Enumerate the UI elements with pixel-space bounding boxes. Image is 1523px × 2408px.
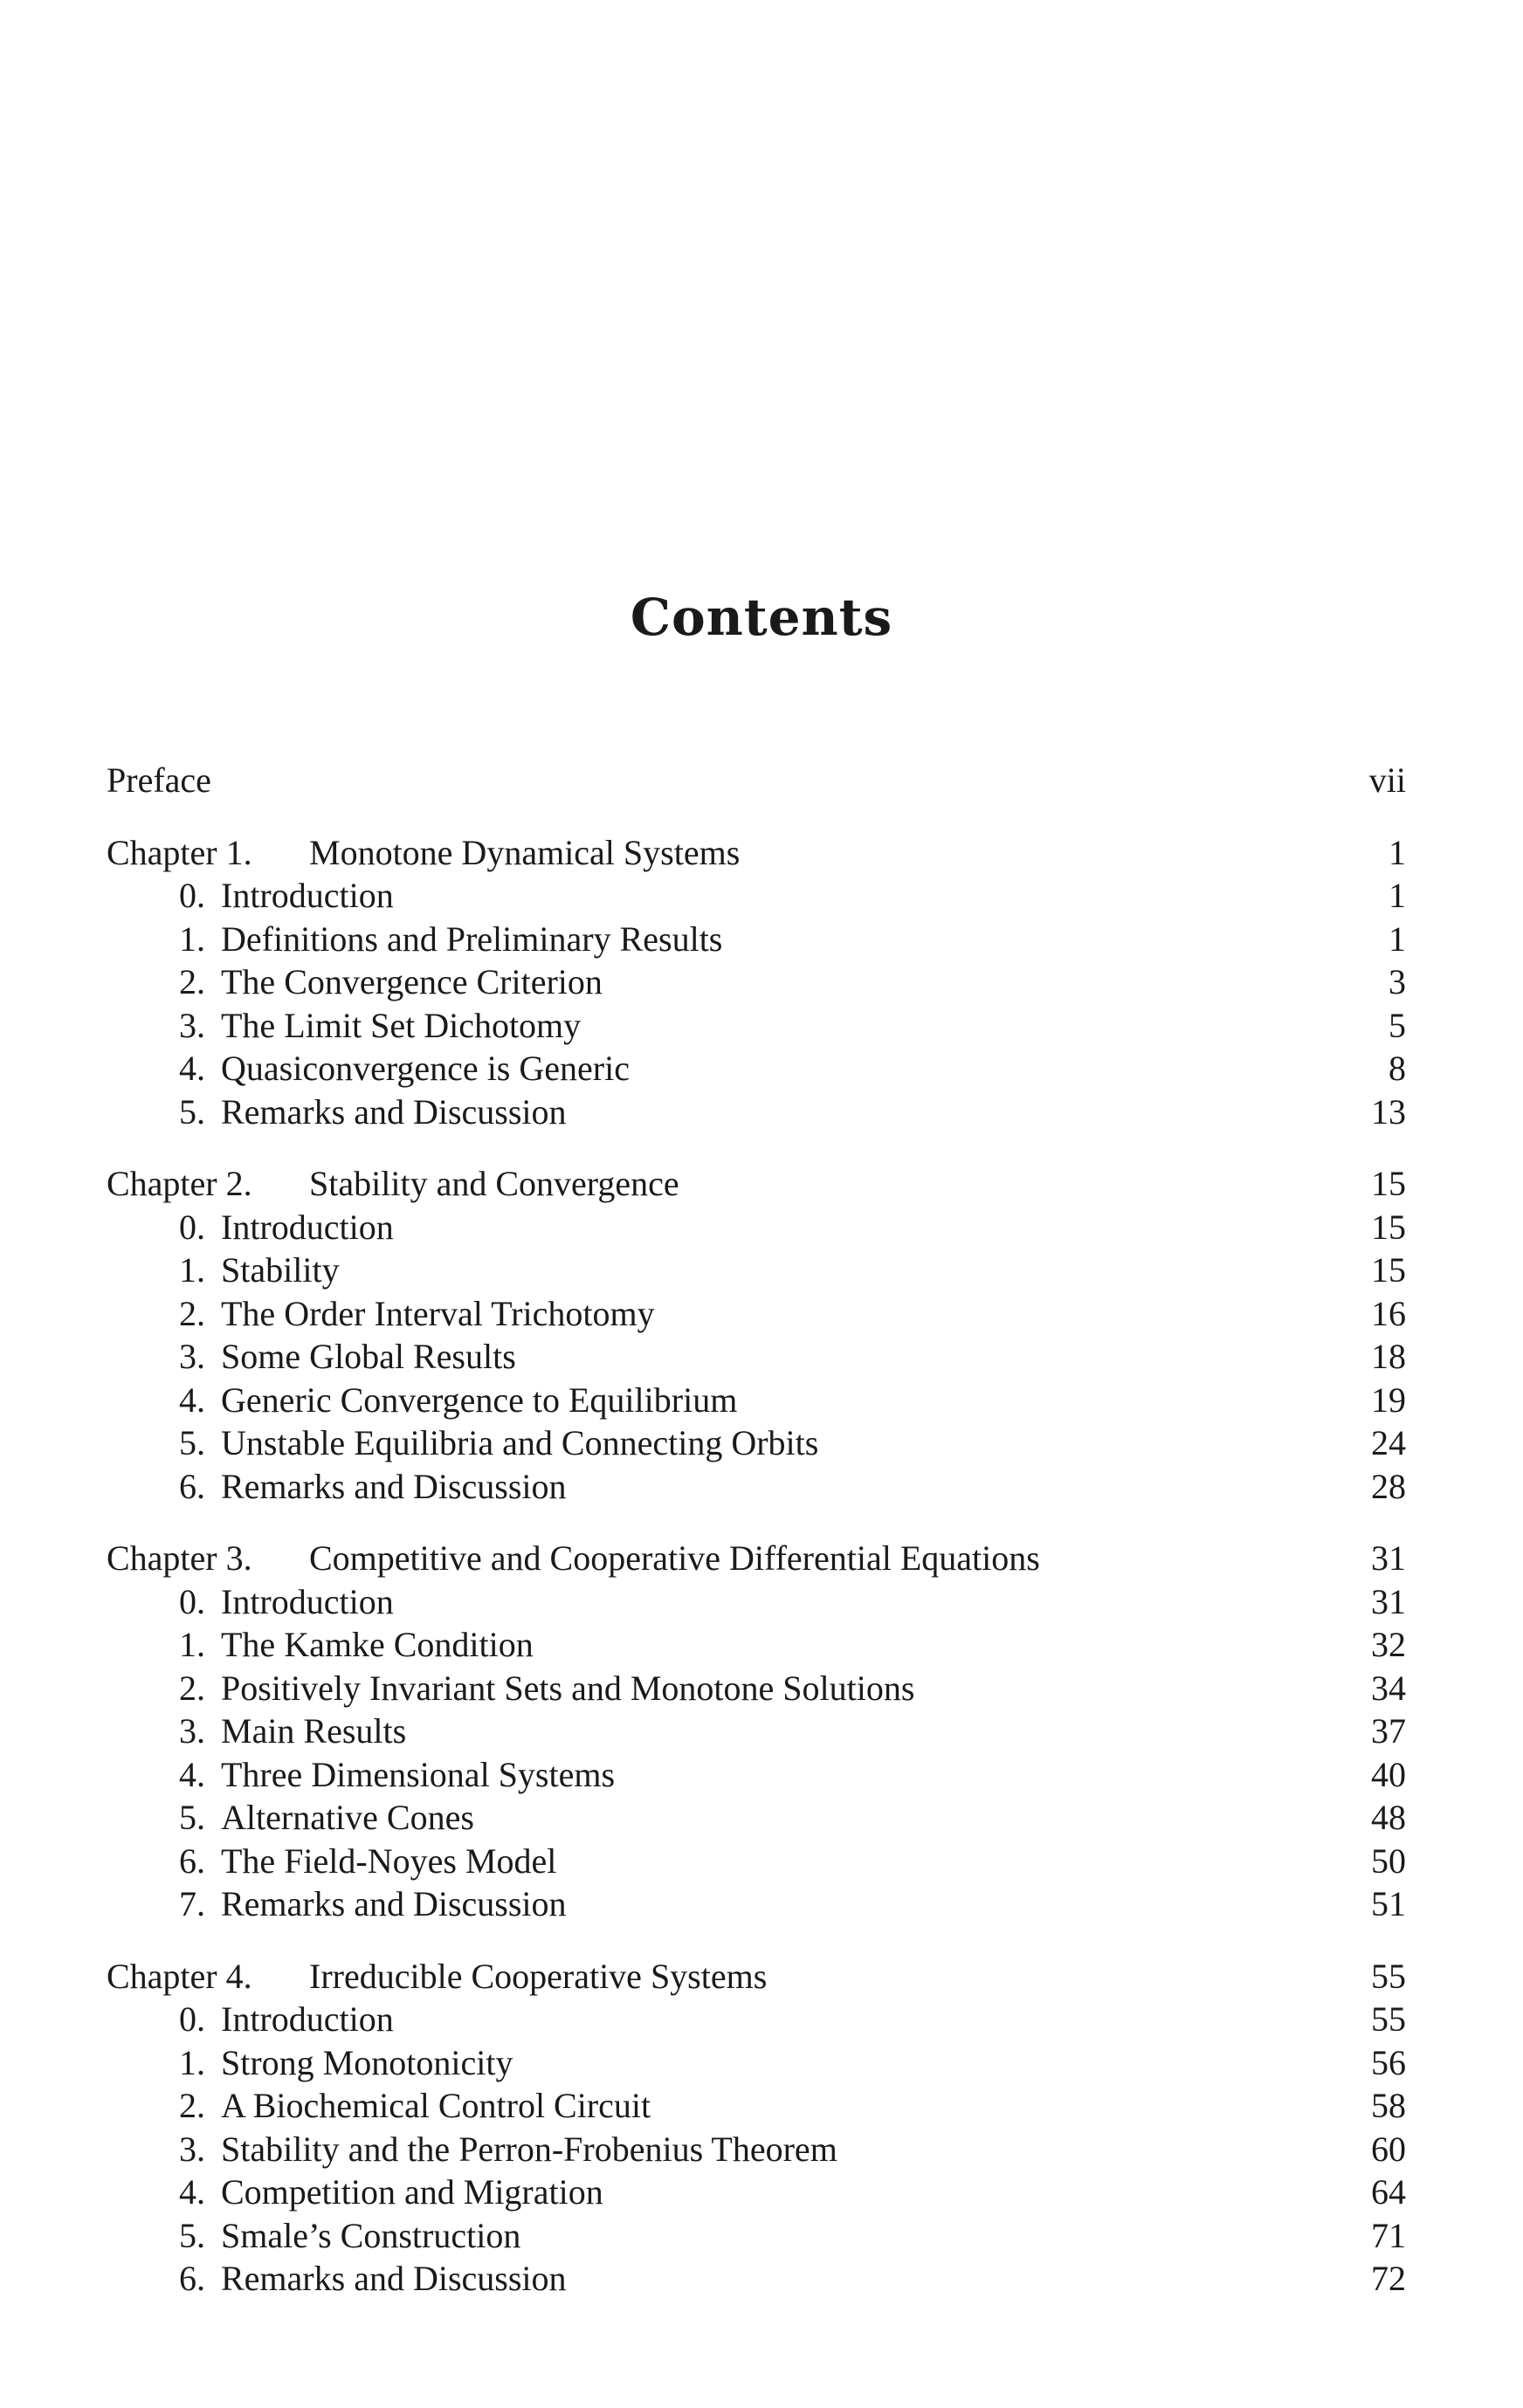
toc-chapter-2 [0,1162,1523,1206]
toc-chapter-label [107,831,740,875]
toc-section [0,1292,1523,1336]
toc-chapter-3 [0,1537,1523,1580]
toc-section [0,1465,1523,1509]
chapter-title: Irreducible Cooperative Systems [309,1956,768,1996]
section-title: Main Results [221,1711,407,1751]
toc-section-label [179,1623,534,1667]
toc-section [0,960,1523,1004]
section-title: Definitions and Preliminary Results [221,918,723,959]
chapter-number: Chapter 1. [107,832,252,872]
toc-section-label [179,1335,516,1379]
toc-page-number: 15 [1371,1164,1406,1203]
toc-section [0,1335,1523,1379]
toc-section-label [179,1379,737,1422]
toc-section-label [179,874,394,918]
toc-page-number: 60 [1371,2129,1406,2169]
chapter-title: Stability and Convergence [309,1164,679,1203]
section-number: 4. [179,1754,205,1794]
toc-section [0,1379,1523,1422]
toc-page-number: 1 [1389,918,1406,959]
toc-section [0,2257,1523,2301]
toc-section [0,1840,1523,1883]
section-title: Unstable Equilibria and Connecting Orbits [221,1423,819,1462]
toc-section [0,1047,1523,1090]
toc-section-label [179,1249,340,1292]
toc-page-number: 55 [1371,1956,1406,1996]
section-number: 3. [179,1005,205,1045]
toc-section-label [179,1090,567,1134]
toc-chapter-label [107,1537,1040,1580]
section-title: The Convergence Criterion [221,962,603,1001]
section-number: 0. [179,1207,205,1247]
section-title: The Limit Set Dichotomy [221,1005,582,1045]
section-title: Positively Invariant Sets and Monotone Solutions [221,1668,915,1708]
toc-page-number: 72 [1371,2259,1406,2298]
toc-section-label [179,1206,394,1249]
toc-section-label [179,2257,567,2301]
section-number: 5. [179,1798,205,1837]
toc-page-number: 51 [1371,1884,1406,1923]
toc-section [0,1580,1523,1624]
section-title: Introduction [221,876,394,915]
section-number: 5. [179,1091,205,1132]
toc-section-label [179,1421,818,1465]
section-number: 4. [179,1049,205,1088]
toc-section [0,2041,1523,2085]
page-title: Contents [630,588,893,647]
section-number: 4. [179,2172,205,2212]
section-title: Remarks and Discussion [221,2259,567,2298]
section-title: Introduction [221,1999,394,2039]
toc-section [0,1004,1523,1048]
toc-section-label [179,1047,630,1090]
toc-entry-preface [0,759,1523,802]
section-title: Remarks and Discussion [221,1091,567,1132]
section-number: 5. [179,2215,205,2255]
toc-section-label [179,1004,581,1048]
toc-page-number: 58 [1371,2086,1406,2125]
section-number: 4. [179,1379,205,1420]
chapter-number: Chapter 4. [107,1956,252,1996]
section-number: 6. [179,1840,205,1881]
section-number: 2. [179,962,205,1001]
section-title: Stability [221,1250,340,1290]
section-number: 3. [179,2129,205,2169]
toc-page-number: 1 [1389,876,1406,915]
toc-section-label [179,1465,567,1509]
toc-page-number: 8 [1389,1049,1406,1088]
toc-page-number: 56 [1371,2042,1406,2082]
section-number: 3. [179,1337,205,1376]
section-number: 5. [179,1423,205,1462]
section-title: Stability and the Perron-Frobenius Theorem [221,2129,837,2169]
toc-page-number: 19 [1371,1379,1406,1420]
toc-section-label [179,1292,655,1336]
toc-section-label [179,1840,556,1883]
section-title: A Biochemical Control Circuit [221,2086,651,2125]
toc-section [0,1206,1523,1249]
toc-chapter-label [107,1162,679,1206]
toc-section [0,2171,1523,2214]
toc-section [0,2128,1523,2171]
toc-section [0,2214,1523,2258]
toc-page-number: 32 [1371,1625,1406,1664]
section-number: 7. [179,1884,205,1923]
toc-section [0,2084,1523,2128]
toc-section-label [179,1667,914,1710]
toc-page-number: 15 [1371,1207,1406,1247]
toc-section-label [179,1710,406,1753]
section-title: Smale’s Construction [221,2215,521,2255]
section-number: 1. [179,1250,205,1290]
chapter-title: Competitive and Cooperative Differential Equations [309,1538,1040,1578]
toc-section-label [179,2128,837,2171]
toc-section-label [179,1580,394,1624]
section-title: Alternative Cones [221,1798,474,1837]
toc-section [0,1421,1523,1465]
section-number: 1. [179,2042,205,2082]
toc-page-number: 18 [1371,1337,1406,1376]
section-title: Quasiconvergence is Generic [221,1049,630,1088]
toc-section [0,1667,1523,1710]
toc-section [0,1753,1523,1797]
section-title: Remarks and Discussion [221,1466,567,1506]
toc-section-label [179,918,722,961]
section-title: Strong Monotonicity [221,2042,513,2082]
toc-section [0,1090,1523,1134]
toc-page-number: 34 [1371,1668,1406,1708]
chapter-number: Chapter 2. [107,1164,252,1203]
section-title: The Field-Noyes Model [221,1840,557,1881]
section-number: 2. [179,1293,205,1333]
toc-section-label [179,1753,615,1797]
section-number: 1. [179,918,205,959]
toc-page-number: 40 [1371,1754,1406,1794]
section-title: The Order Interval Trichotomy [221,1293,655,1333]
section-number: 1. [179,1625,205,1664]
section-title: Generic Convergence to Equilibrium [221,1379,738,1420]
toc-section-label [179,960,603,1004]
toc-page-number: 64 [1371,2172,1406,2212]
toc-page-number: 55 [1371,1999,1406,2039]
chapter-number: Chapter 3. [107,1538,252,1578]
toc-page-number: 5 [1389,1005,1406,1045]
section-title: Competition and Migration [221,2172,603,2212]
section-title: Three Dimensional Systems [221,1754,616,1794]
toc-page-number: 31 [1371,1581,1406,1621]
toc-section [0,1796,1523,1840]
section-title: Some Global Results [221,1337,516,1376]
section-number: 0. [179,1999,205,2039]
toc-page-number: 24 [1371,1423,1406,1462]
toc-section-label [179,1998,394,2041]
toc-section [0,1623,1523,1667]
chapter-title: Monotone Dynamical Systems [309,832,741,872]
toc-page-number: 13 [1371,1091,1406,1132]
toc-section [0,1998,1523,2041]
toc-section-label [179,2084,651,2128]
toc-page-number: 28 [1371,1466,1406,1506]
toc-section [0,1710,1523,1753]
toc-page-number: 1 [1389,832,1406,872]
toc-page-number: vii [1368,760,1406,800]
toc-page-number: 50 [1371,1840,1406,1881]
toc-entry-label: Preface [107,760,211,800]
toc-page-number: 3 [1389,962,1406,1001]
toc-section-label [179,1796,474,1840]
section-number: 6. [179,2259,205,2298]
toc-page-number: 48 [1371,1798,1406,1837]
toc-page-number: 15 [1371,1250,1406,1290]
section-number: 0. [179,1581,205,1621]
toc-section-label [179,2214,520,2258]
section-title: The Kamke Condition [221,1625,534,1664]
toc-section-label [179,2041,513,2085]
section-number: 2. [179,1668,205,1708]
section-number: 6. [179,1466,205,1506]
section-number: 2. [179,2086,205,2125]
toc-page-number: 31 [1371,1538,1406,1578]
toc-section-label [179,1882,567,1926]
section-number: 0. [179,876,205,915]
section-title: Remarks and Discussion [221,1884,567,1923]
toc-section [0,874,1523,918]
toc-page-number: 37 [1371,1711,1406,1751]
toc-section [0,1882,1523,1926]
toc-section [0,1249,1523,1292]
toc-page-number: 16 [1371,1293,1406,1333]
section-title: Introduction [221,1581,394,1621]
section-title: Introduction [221,1207,394,1247]
toc-chapter-label [107,1955,767,1999]
toc-page-number: 71 [1371,2215,1406,2255]
toc-chapter-4 [0,1955,1523,1999]
toc-section [0,918,1523,961]
toc-chapter-1 [0,831,1523,875]
section-number: 3. [179,1711,205,1751]
toc-section-label [179,2171,603,2214]
